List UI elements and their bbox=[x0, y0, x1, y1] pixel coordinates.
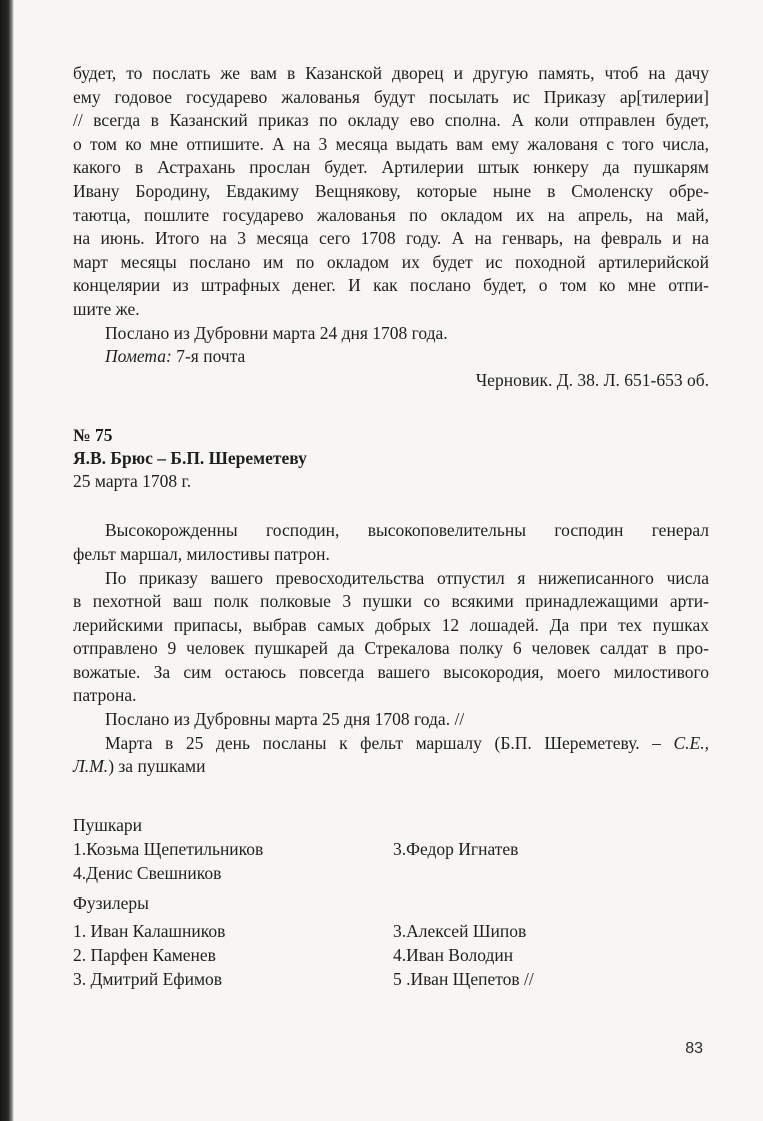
text-line: По приказу вашего превосходительства отпустил я нижеписанного числа bbox=[105, 567, 709, 588]
roster-entry: 3. Дмитрий Ефимов bbox=[73, 968, 223, 989]
roster-entry bbox=[393, 861, 693, 885]
text-line: патрона. bbox=[73, 685, 137, 706]
continued-paragraph bbox=[73, 62, 709, 369]
document-page bbox=[73, 62, 709, 991]
fusiliers-header: Фузилеры bbox=[73, 892, 149, 913]
roster-entry: 2. Парфен Каменев bbox=[73, 944, 216, 965]
march-line-continuation bbox=[73, 755, 709, 779]
page-edge-shadow bbox=[0, 0, 14, 1121]
document-date: 25 марта 1708 г. bbox=[73, 471, 192, 492]
roster-row bbox=[73, 861, 709, 885]
text-line: какого в Астрахань прослан будет. Артилерии штык юнкеру да пушкарям bbox=[73, 157, 709, 178]
roster-entry: 4.Денис Свешников bbox=[73, 862, 222, 883]
march-line bbox=[73, 732, 709, 756]
document-number: № 75 bbox=[73, 425, 113, 446]
note-line bbox=[73, 345, 709, 369]
body-paragraph bbox=[73, 567, 709, 779]
text-line: Высокорожденны господин, высокоповелительны господин генерал bbox=[105, 520, 709, 541]
text-line: будет, то послать же вам в Казанской дворец и другую память, чтоб на дачу bbox=[73, 63, 709, 83]
march-line-text: Марта в 25 день посланы к фельт маршалу (Б.П. Шереметеву. – bbox=[105, 732, 661, 753]
roster-entry: 3.Федор Игнатев bbox=[393, 838, 519, 859]
text-line: // всегда в Казанский приказ по окладу ево сполна. А коли отправлен будет, bbox=[73, 110, 709, 131]
roster-row bbox=[73, 837, 709, 861]
sent-line: Послано из Дубровны марта 25 дня 1708 года. // bbox=[105, 709, 465, 730]
page-number: 83 bbox=[685, 1040, 703, 1057]
roster-row bbox=[73, 967, 709, 991]
march-line-initials: С.Е., bbox=[660, 732, 709, 753]
note-label: Помета: bbox=[105, 346, 172, 367]
text-line: лерийскими припасы, выбрав самых добрых 12 лошадей. Да при тех пушках bbox=[73, 614, 709, 635]
march-line-rest: ) за пушками bbox=[108, 756, 206, 777]
roster-entry: 1. Иван Калашников bbox=[73, 920, 226, 941]
gunners-header: Пушкари bbox=[73, 814, 142, 835]
roster-entry: 4.Иван Володин bbox=[393, 944, 514, 965]
text-line: Ивану Бородину, Евдакиму Вещнякову, которые ныне в Смоленску обре- bbox=[73, 180, 709, 201]
text-line: отправлено 9 человек пушкарей да Стрекалова полку 6 человек салдат в про- bbox=[73, 638, 709, 659]
text-line: ему годовое государево жалованья будут посылать ис Приказу ар[тилерии] bbox=[73, 86, 709, 107]
text-line: о том ко мне отпишите. А на 3 месяца выдать вам ему жалованя с того числа, bbox=[73, 133, 709, 154]
text-line: март месяцы послано им по окладом их будет ис походной артилерийской bbox=[73, 251, 709, 272]
sent-line: Послано из Дубровни марта 24 дня 1708 года. bbox=[105, 322, 448, 343]
text-line: в пехотной ваш полк полковые 3 пушки со всякими принадлежащими арти- bbox=[73, 591, 709, 612]
roster-row bbox=[73, 919, 709, 943]
roster-row bbox=[73, 943, 709, 967]
roster-entry: 3.Алексей Шипов bbox=[393, 920, 527, 941]
text-line: фельт маршал, милостивы патрон. bbox=[73, 543, 330, 564]
text-line: на июнь. Итого на 3 месяца сего 1708 году. А на генварь, на февраль и на bbox=[73, 228, 709, 249]
roster bbox=[73, 813, 709, 991]
source-reference: Черновик. Д. 38. Л. 651-653 об. bbox=[475, 369, 709, 390]
march-line-initials-2: Л.М. bbox=[73, 756, 109, 777]
document-title: Я.В. Брюс – Б.П. Шереметеву bbox=[73, 448, 307, 469]
roster-entry: 5 .Иван Щепетов // bbox=[393, 968, 534, 989]
text-line: концелярии из штрафных денег. И как послано будет, о том ко мне отпи- bbox=[73, 275, 709, 296]
text-line: таютца, пошлите государево жалованья по окладом их на апрель, на май, bbox=[73, 204, 709, 225]
greeting-paragraph bbox=[73, 519, 709, 566]
note-text: 7-я почта bbox=[171, 346, 246, 367]
roster-entry: 1.Козьма Щепетильников bbox=[73, 838, 264, 859]
text-line: вожатые. За сим остаюсь повсегда вашего высокородия, моего милостивого bbox=[73, 661, 709, 682]
text-line: шите же. bbox=[73, 298, 140, 319]
